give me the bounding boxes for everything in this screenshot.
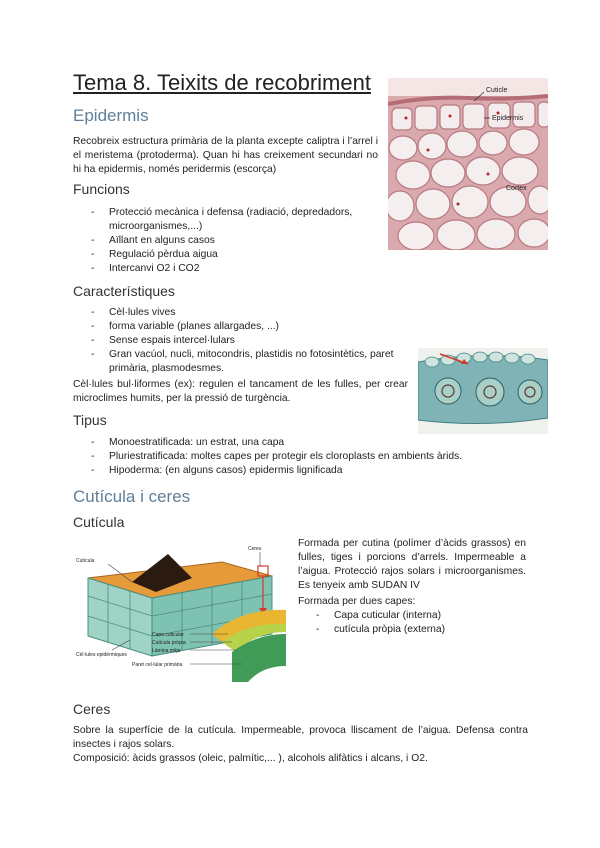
- micrograph-label-cortex: Cortex: [506, 185, 527, 192]
- list-item: - Monoestratificada: un estrat, una capa: [91, 436, 511, 450]
- list-item: - Gran vacúol, nucli, mitocondris, plastidis no fotosintètics, paret primària, plasmodesmes.: [91, 348, 409, 376]
- cuticula-layers-intro: Formada per dues capes:: [298, 596, 416, 607]
- epidermis-intro: Recobreix estructura primària de la planta excepte caliptra i l’arrel i el meristema (protoderma). Quan hi has creixement secundari no hi ha epidermis, només peridermis (escorça): [73, 136, 378, 175]
- cuticula-layers-list: [316, 609, 526, 637]
- tipus-list: [91, 436, 511, 478]
- page-title: Tema 8. Teixits de recobriment: [73, 70, 371, 95]
- diagram-label-cuticula: Cutícula: [76, 558, 95, 564]
- list-item: - Pluriestratificada: moltes capes per protegir els cloroplasts en ambients àrids.: [91, 450, 511, 464]
- list-item: - Intercanvi O2 i CO2: [91, 262, 391, 276]
- list-item: - Aïllant en alguns casos: [91, 234, 391, 248]
- cuticula-text: Formada per cutina (polímer d’àcids grassos) en fulles, tiges i porcions d’arrels. Impermeable a l’aigua. Protecció rajos solars i microorganismes. Es tenyeix amb SUDAN IV: [298, 538, 526, 591]
- diagram-label-cells: Cèl·lules epidèrmiques: [76, 652, 127, 658]
- epidermis-micrograph: [388, 78, 548, 250]
- diagram-label-ceres: Ceres: [248, 546, 262, 552]
- list-item: - Sense espais intercel·lulars: [91, 334, 409, 348]
- list-item: - Regulació pèrdua aigua: [91, 248, 391, 262]
- diagram-label-lamina: Làmina mitja: [152, 648, 181, 654]
- list-item: - Capa cuticular (interna): [316, 609, 526, 623]
- cuticle-diagram: [72, 538, 288, 684]
- funcions-list: [91, 206, 391, 276]
- diagram-label-paret: Paret cel·lular primària: [132, 662, 183, 668]
- list-item: - Protecció mecànica i defensa (radiació, depredadors, microorganismes,...): [91, 206, 391, 234]
- ceres-text: Sobre la superfície de la cutícula. Impermeable, provoca lliscament de l’aigua. Defensa contra insectes i rajos solars.: [73, 725, 528, 750]
- bulliformes-note: Cèl·lules bul·liformes (ex): regulen el tancament de les fulles, per crear microclimes humits, per la pressió de turgència.: [73, 379, 408, 404]
- section-heading-cuticula-ceres: Cutícula i ceres: [73, 487, 191, 506]
- subheading-ceres: Ceres: [73, 701, 111, 717]
- subheading-caracteristiques: Característiques: [73, 283, 175, 299]
- subheading-tipus: Tipus: [73, 412, 107, 428]
- list-item: - forma variable (planes allargades, ...): [91, 320, 409, 334]
- subheading-cuticula: Cutícula: [73, 514, 125, 530]
- list-item: - cutícula pròpia (externa): [316, 623, 526, 637]
- micrograph-label-cuticle: Cuticle: [486, 87, 508, 94]
- micrograph-label-epidermis: Epidermis: [492, 115, 524, 122]
- list-item: - Hipoderma: (en alguns casos) epidermis lignificada: [91, 464, 511, 478]
- section-heading-epidermis: Epidermis: [73, 106, 149, 125]
- diagram-label-capa: Capa cuticular: [152, 632, 184, 638]
- bulliform-micrograph: [418, 348, 548, 434]
- diagram-label-cuticula-propia: Cutícula pròpia: [152, 640, 186, 646]
- list-item: - Cèl·lules vives: [91, 306, 409, 320]
- subheading-funcions: Funcions: [73, 181, 130, 197]
- caracteristiques-list: [91, 306, 409, 376]
- ceres-composicio: Composició: àcids grassos (oleic, palmític,... ), alcohols alifàtics i alcans, i O2.: [73, 753, 428, 764]
